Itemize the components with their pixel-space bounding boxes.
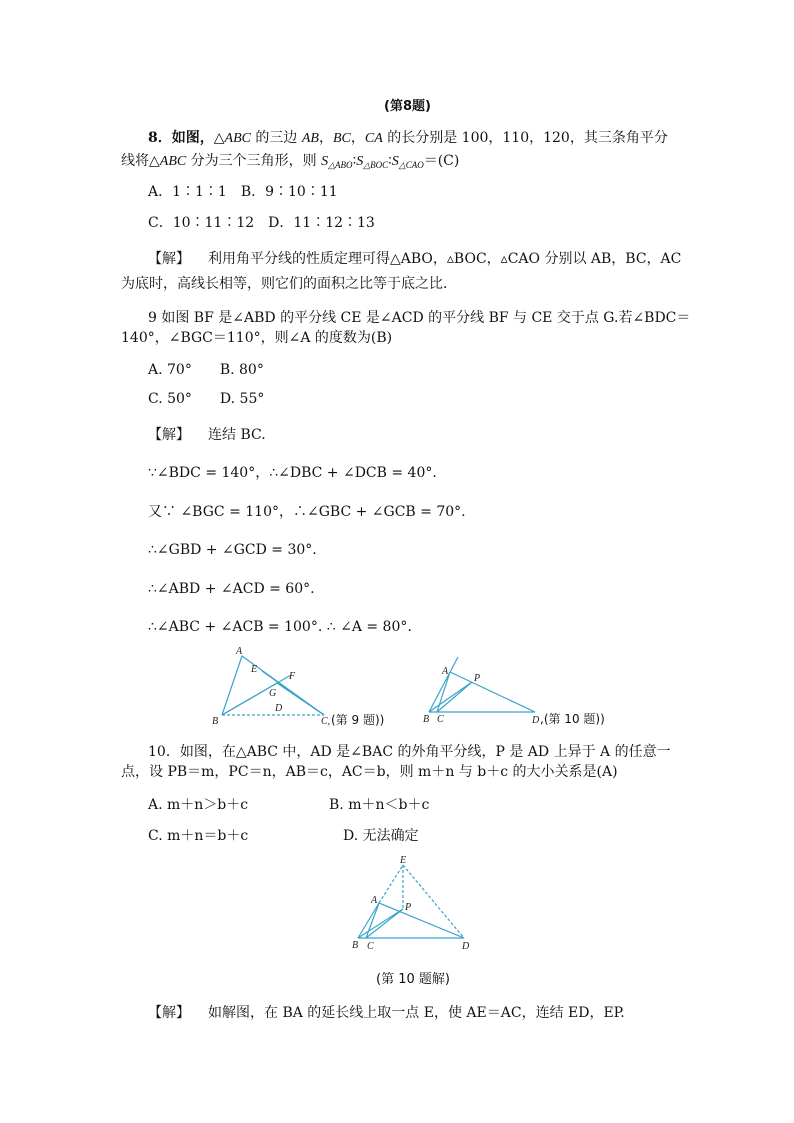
figure-q10-solution [346,853,486,953]
fig9-label-b: B [212,716,219,727]
figure-caption-q10-solution: (第 10 题解) [376,972,450,987]
q9-solution-step: ∴∠GBD + ∠GCD = 30°. [148,542,317,558]
area-subscript: △CAO [398,160,424,170]
area-subscript: △ABO [328,160,353,170]
q9-solution-intro [148,426,266,444]
q8-stem-text: 分为三个三角形，则 [186,153,322,169]
q9-options-ab: A. 70° B. 80° [148,362,264,378]
q8-options-cd: C．10∶11∶12 D．11∶12∶13 [148,215,375,231]
ratio-colon: ∶ [388,153,392,169]
fig10s-segment-ad [379,903,464,938]
q8-options-ab: A．1∶1∶1 B．9∶10∶11 [148,184,338,200]
fig10-segment-ad [450,672,535,712]
q10-option-b: B. m＋n＜b＋c [329,797,430,813]
solution-tag: 【解】 [148,251,190,267]
fig10-label-p: P [474,673,481,684]
q8-stem-text: 的三边 [250,130,302,146]
fig10-label-d: D [532,715,540,726]
q8-stem-line2 [121,152,459,174]
q8-var: BC [332,131,351,146]
q8-stem-text: 8．如图，△ [148,130,225,146]
q8-stem-text: 线将△ [121,153,160,169]
q10-solution-text: 如解图，在 BA 的延长线上取一点 E，使 AE＝AC，连结 ED，EP. [208,1005,625,1021]
fig9-label-d: D [275,703,283,714]
q10-stem-line2: 点，设 PB＝m，PC＝n，AB＝c，AC＝b，则 m＋n 与 b＋c 的大小关系是(A) [121,764,618,780]
q9-stem-line2: 140°，∠BGC＝110°，则∠A 的度数为(B) [121,330,393,346]
q8-solution-text: 利用角平分线的性质定理可得△ABO，▵BOC，▵CAO 分别以 AB，BC，AC [208,251,682,267]
fig9-caption: (第 9 题)) [331,713,385,727]
q8-solution-line1 [148,250,681,268]
solution-tag: 【解】 [148,1005,190,1021]
fig10s-segment-pb [358,909,403,938]
q8-var: ABC [159,154,187,169]
fig9-label-f: F [289,671,296,682]
q8-var: AB [301,131,319,146]
fig10-label-b: B [423,714,430,725]
q9-solution-text: 连结 BC. [208,427,266,443]
fig10-caption: ,(第 10 题)) [540,712,605,726]
area-symbol: S [321,154,329,169]
solution-tag: 【解】 [148,427,190,443]
figure-caption-q8: (第8题) [384,99,431,114]
fig10s-label-a: A [371,895,378,906]
fig9-label-g: G [269,688,277,699]
fig10s-label-p: P [405,902,412,913]
q9-solution-step: ∴∠ABD + ∠ACD = 60°. [148,581,315,597]
q10-option-d: D. 无法确定 [343,828,419,844]
area-subscript: △BOC [363,160,389,170]
q8-stem-line1 [148,129,668,148]
q10-stem-line1: 10．如图，在△ABC 中，AD 是∠BAC 的外角平分线，P 是 AD 上异于 A 的任意一 [148,744,671,760]
q8-stem-text: ， [318,130,333,146]
q9-solution-step: 又∵ ∠BGC = 110°，∴∠GBC + ∠GCB = 70°. [148,504,466,520]
q10-solution [148,1004,625,1022]
q9-options-cd: C. 50° D. 55° [148,391,265,407]
fig9-label-e: E [251,664,258,675]
fig10s-label-b: B [352,940,359,951]
q10-option-c: C. m＋n＝b＋c [148,828,249,844]
q10-option-a: A. m＋n＞b＋c [148,797,249,813]
q8-solution-line2: 为底时，高线长相等，则它们的面积之比等于底之比． [121,276,457,292]
q8-stem-text: 的长分别是 100，110，120，其三条角平分 [382,130,668,146]
q8-stem-text: ， [350,130,365,146]
fig10-segment-pb [429,682,472,712]
fig10-label-c: C [437,714,444,725]
fig10s-segment-ed [403,865,464,938]
fig10s-label-d: D [462,941,470,952]
fig10-label-a: A [442,666,449,677]
area-symbol: S [391,154,399,169]
fig10s-label-c: C [367,941,374,952]
q8-var: CA [364,131,383,146]
fig10s-segment-ae [379,865,403,903]
q9-solution-step: ∵∠BDC = 140°，∴∠DBC + ∠DCB = 40°. [148,465,437,481]
q9-stem-line1: 9 如图 BF 是∠ABD 的平分线 CE 是∠ACD 的平分线 BF 与 CE 交于点 G.若∠BDC＝ [148,310,691,326]
fig10s-label-e: E [400,855,407,866]
fig9-label-a: A [236,646,243,657]
figure-q10 [420,652,620,732]
q9-solution-step: ∴∠ABC + ∠ACB = 100°. ∴ ∠A = 80°. [148,619,412,635]
fig9-label-c: C, [321,716,331,727]
area-symbol: S [356,154,364,169]
q8-answer: ＝(C) [423,153,460,169]
ratio-colon: ∶ [352,153,357,169]
q8-var: ABC [224,131,251,146]
figure-q9 [205,645,420,730]
